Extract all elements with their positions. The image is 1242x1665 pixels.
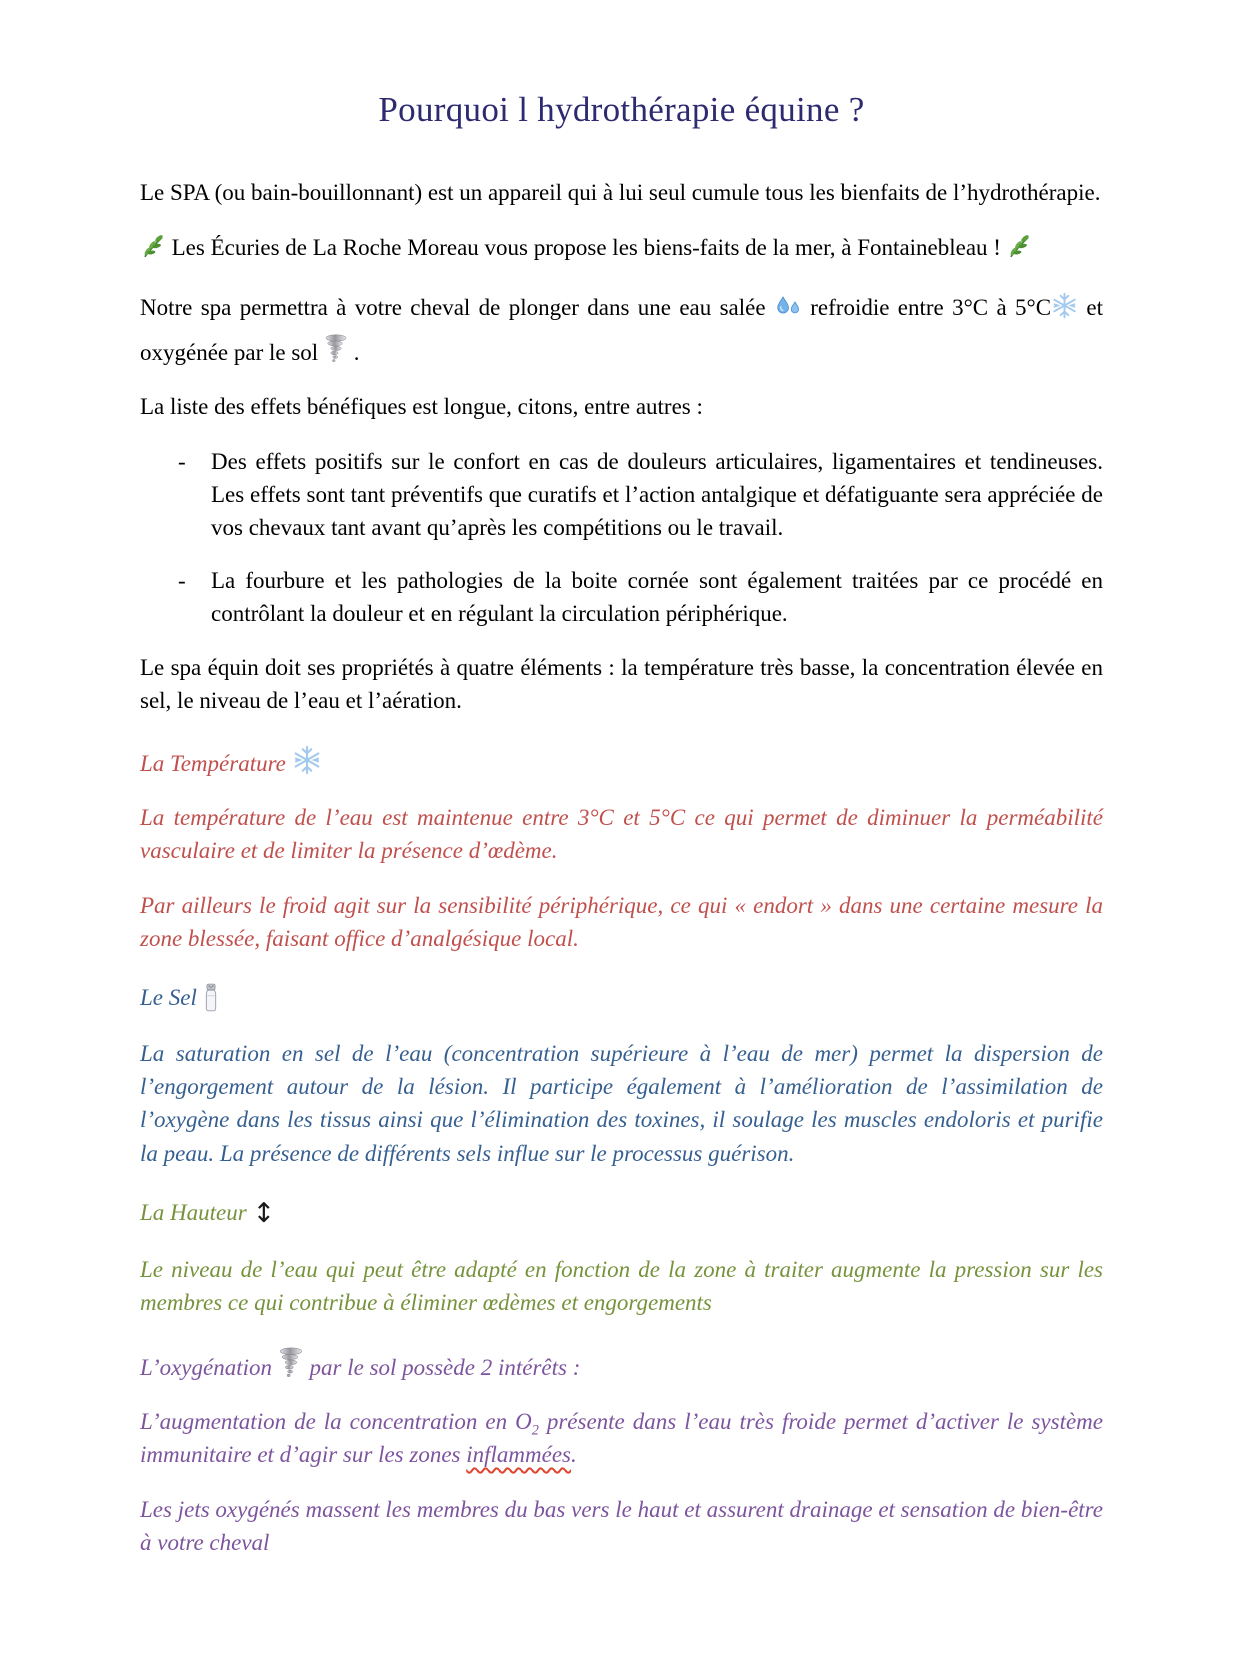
temperature-paragraph-2: Par ailleurs le froid agit sur la sensibilité périphérique, ce qui « endort » dans une certaine mesure la zone blessée, faisant office d’analgésique local. bbox=[140, 893, 1103, 952]
spa-paragraph-text: Notre spa permettra à votre cheval de plonger dans une eau salée bbox=[140, 295, 766, 321]
sel-paragraph: La saturation en sel de l’eau (concentration supérieure à l’eau de mer) permet la dispersion de l’engorgement autour de la lésion. Il participe également à l’amélioration de l’assimilation de l’oxygène dans les tissus ainsi que l’élimination des toxines, il soulage les muscles endoloris et purifie la peau. La présence de différents sels influe sur le processus guérison. bbox=[140, 1041, 1103, 1166]
sel-heading-text: Le Sel bbox=[140, 985, 197, 1011]
ecuries-text: Les Écuries de La Roche Moreau vous propose les biens-faits de la mer, à Fontainebleau ! bbox=[171, 235, 1001, 261]
elements-paragraph: Le spa équin doit ses propriétés à quatre éléments : la température très basse, la concentration élevée en sel, le niveau de l’eau et l’aération. bbox=[140, 654, 1103, 713]
spa-paragraph-text: . bbox=[353, 340, 360, 366]
oxygenation-text: présente dans l’eau très froide permet d’activer le système immunitaire et d’agir sur les zones bbox=[140, 1408, 1104, 1467]
tornado-icon bbox=[324, 334, 348, 364]
hauteur-heading bbox=[140, 1198, 1103, 1229]
spa-paragraph bbox=[140, 286, 1103, 376]
sel-heading bbox=[140, 983, 1103, 1013]
salt-shaker-icon bbox=[203, 983, 219, 1013]
oxygenation-text: L’augmentation de la concentration en O bbox=[140, 1408, 532, 1434]
tornado-icon bbox=[278, 1347, 304, 1379]
list-item-text: Des effets positifs sur le confort en cas de douleurs articulaires, ligamentaires et tendineuses. Les effets sont tant préventifs que curatifs et l’action antalgique et défatiguante sera appréciée de vos chevaux tant avant qu’après les compétitions ou le travail. bbox=[211, 449, 1103, 541]
ecuries-line bbox=[140, 231, 1103, 264]
temperature-heading bbox=[140, 745, 1103, 777]
bullet-marker: - bbox=[178, 449, 186, 475]
oxygenation-heading bbox=[140, 1347, 1103, 1381]
hauteur-heading-text: La Hauteur bbox=[140, 1199, 247, 1225]
snowflake-icon bbox=[292, 745, 322, 775]
oxygenation-heading-text: par le sol possède 2 intérêts : bbox=[309, 1354, 581, 1380]
oxygenation-paragraph-1 bbox=[140, 1405, 1103, 1471]
up-down-arrow-icon: ↕ bbox=[252, 1197, 276, 1229]
list-item bbox=[140, 564, 1103, 630]
spa-paragraph-text: et oxygénée par le sol bbox=[140, 295, 1104, 366]
o2-subscript: 2 bbox=[531, 1422, 539, 1439]
oxygenation-heading-text: L’oxygénation bbox=[140, 1354, 273, 1380]
spa-paragraph-text: refroidie entre 3°C à 5°C bbox=[810, 295, 1052, 321]
snowflake-icon bbox=[1051, 292, 1078, 319]
bullet-marker: - bbox=[178, 568, 186, 594]
list-intro: La liste des effets bénéfiques est longue, citons, entre autres : bbox=[140, 393, 703, 419]
misspelled-word: inflammées bbox=[466, 1441, 572, 1467]
hauteur-paragraph: Le niveau de l’eau qui peut être adapté en fonction de la zone à traiter augmente la pression sur les membres ce qui contribue à éliminer œdèmes et engorgements bbox=[140, 1256, 1103, 1315]
herb-icon bbox=[1006, 233, 1033, 259]
list-item-text: La fourbure et les pathologies de la boite cornée sont également traitées par ce procédé en contrôlant la douleur et en régulant la circulation périphérique. bbox=[211, 568, 1103, 627]
page-title: Pourquoi l hydrothérapie équine ? bbox=[378, 90, 865, 129]
list-item bbox=[140, 445, 1103, 544]
oxygenation-paragraph-2: Les jets oxygénés massent les membres du bas vers le haut et assurent drainage et sensation de bien-être à votre cheval bbox=[140, 1497, 1103, 1556]
droplets-icon bbox=[774, 295, 802, 319]
oxygenation-text: . bbox=[571, 1441, 577, 1467]
herb-icon bbox=[140, 233, 167, 259]
intro-paragraph: Le SPA (ou bain-bouillonnant) est un appareil qui à lui seul cumule tous les bienfaits de l’hydrothérapie. bbox=[140, 180, 1101, 205]
temperature-heading-text: La Température bbox=[140, 750, 286, 776]
temperature-paragraph-1: La température de l’eau est maintenue entre 3°C et 5°C ce qui permet de diminuer la perméabilité vasculaire et de limiter la présence d’œdème. bbox=[140, 804, 1103, 863]
